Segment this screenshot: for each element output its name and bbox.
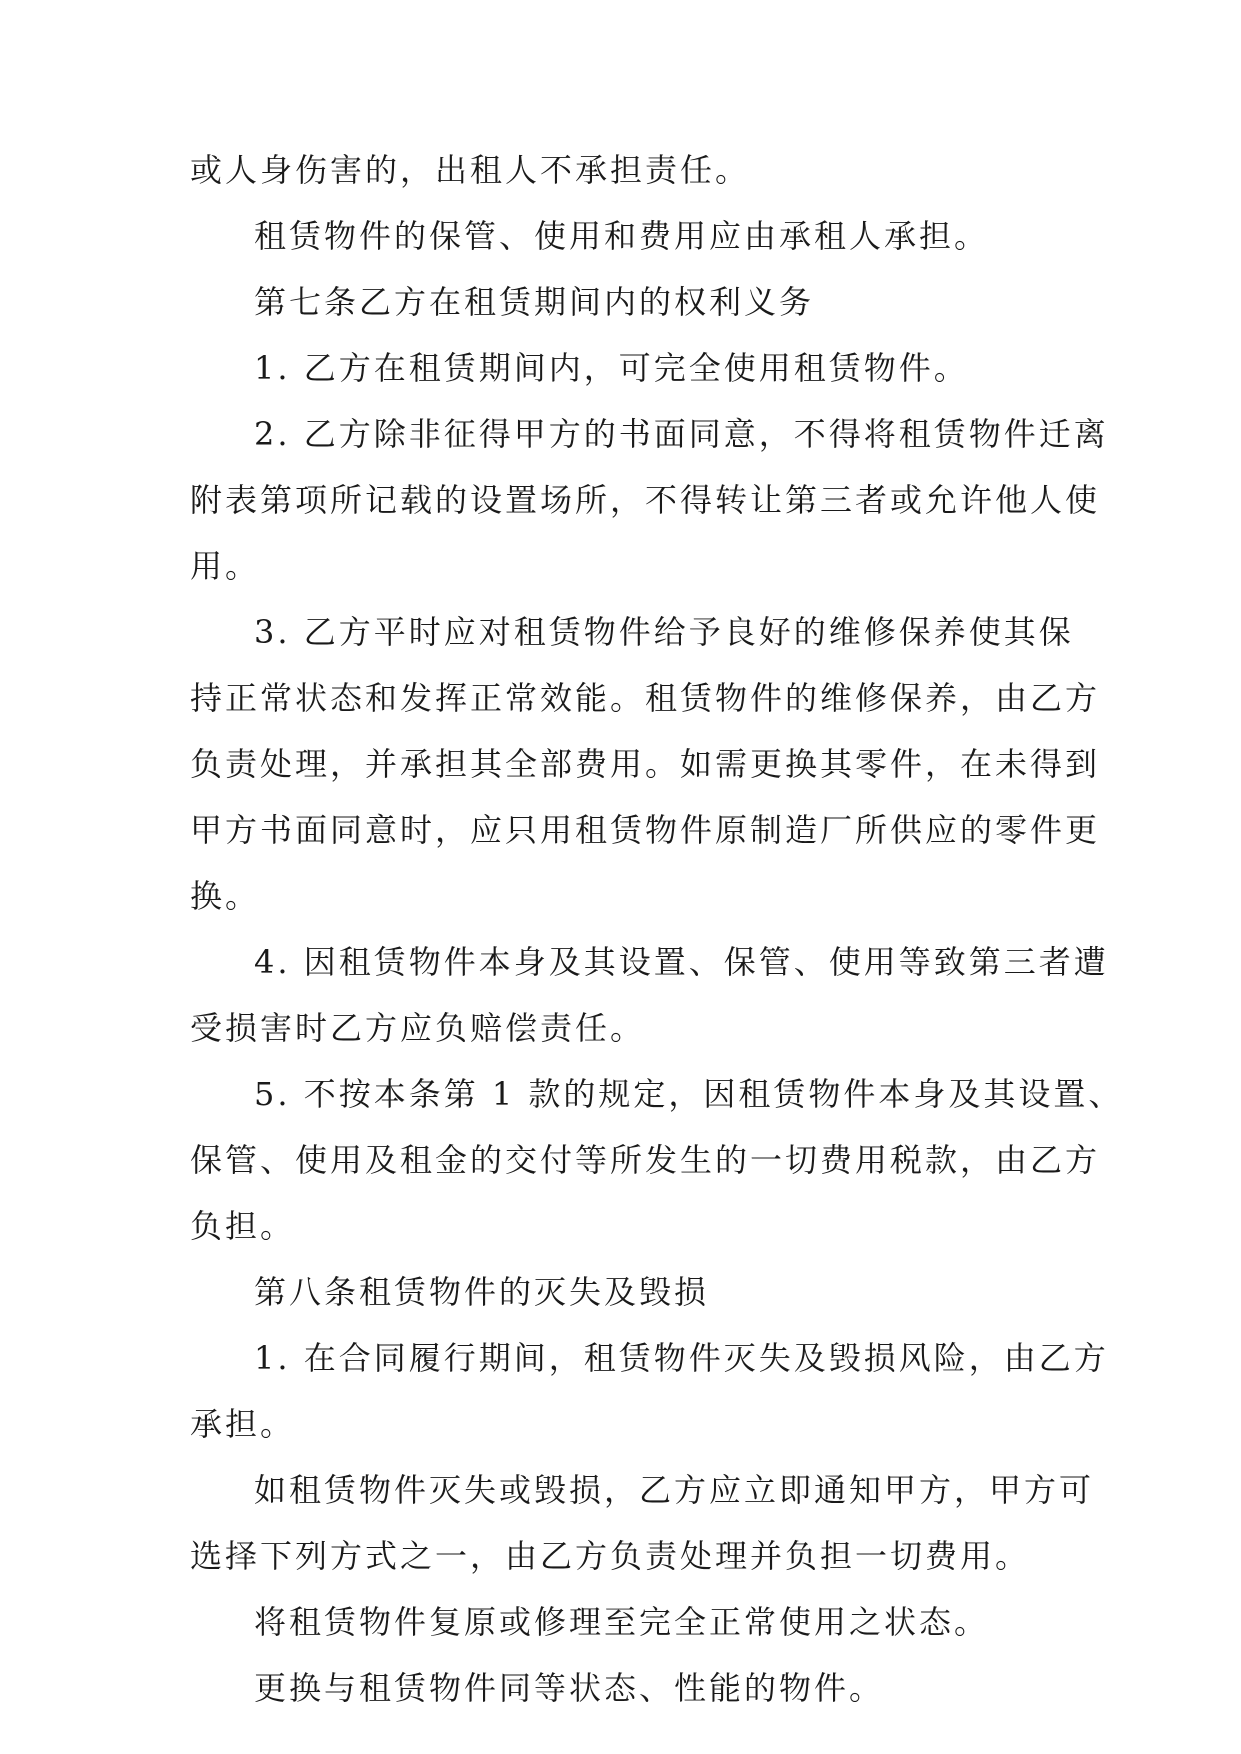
text-line: 或人身伤害的，出租人不承担责任。 bbox=[190, 151, 751, 189]
document-body bbox=[190, 150, 1124, 1734]
text-line: 用。 bbox=[190, 547, 261, 585]
text-line: 3. 乙方平时应对租赁物件给予良好的维修保养使其保 bbox=[254, 613, 1074, 651]
text-line: 如租赁物件灭失或毁损，乙方应立即通知甲方，甲方可 bbox=[254, 1471, 1095, 1509]
text-line: 保管、使用及租金的交付等所发生的一切费用税款，由乙方 bbox=[190, 1141, 1101, 1179]
text-line: 承担。 bbox=[190, 1405, 296, 1443]
text-line: 将租赁物件复原或修理至完全正常使用之状态。 bbox=[254, 1603, 990, 1641]
text-line: 2. 乙方除非征得甲方的书面同意，不得将租赁物件迁离 bbox=[254, 415, 1109, 453]
text-line: 更换与租赁物件同等状态、性能的物件。 bbox=[254, 1669, 885, 1707]
text-line: 1. 在合同履行期间，租赁物件灭失及毁损风险，由乙方 bbox=[254, 1339, 1109, 1377]
text-line: 负担。 bbox=[190, 1207, 296, 1245]
text-line: 负责处理，并承担其全部费用。如需更换其零件，在未得到 bbox=[190, 745, 1101, 783]
section-heading: 第八条租赁物件的灭失及毁损 bbox=[254, 1273, 710, 1311]
text-line: 选择下列方式之一，由乙方负责处理并负担一切费用。 bbox=[190, 1537, 1031, 1575]
text-line: 受损害时乙方应负赔偿责任。 bbox=[190, 1009, 646, 1047]
text-line: 4. 因租赁物件本身及其设置、保管、使用等致第三者遭 bbox=[254, 943, 1109, 981]
text-line: 租赁物件的保管、使用和费用应由承租人承担。 bbox=[254, 217, 990, 255]
text-line: 换。 bbox=[190, 877, 261, 915]
text-line: 持正常状态和发挥正常效能。租赁物件的维修保养，由乙方 bbox=[190, 679, 1101, 717]
text-line: 1. 乙方在租赁期间内，可完全使用租赁物件。 bbox=[254, 349, 969, 387]
text-line: 附表第项所记载的设置场所，不得转让第三者或允许他人使 bbox=[190, 481, 1101, 519]
text-line: 甲方书面同意时，应只用租赁物件原制造厂所供应的零件更 bbox=[190, 811, 1101, 849]
text-line: 5. 不按本条第 1 款的规定，因租赁物件本身及其设置、 bbox=[254, 1075, 1124, 1113]
section-heading: 第七条乙方在租赁期间内的权利义务 bbox=[254, 283, 815, 321]
